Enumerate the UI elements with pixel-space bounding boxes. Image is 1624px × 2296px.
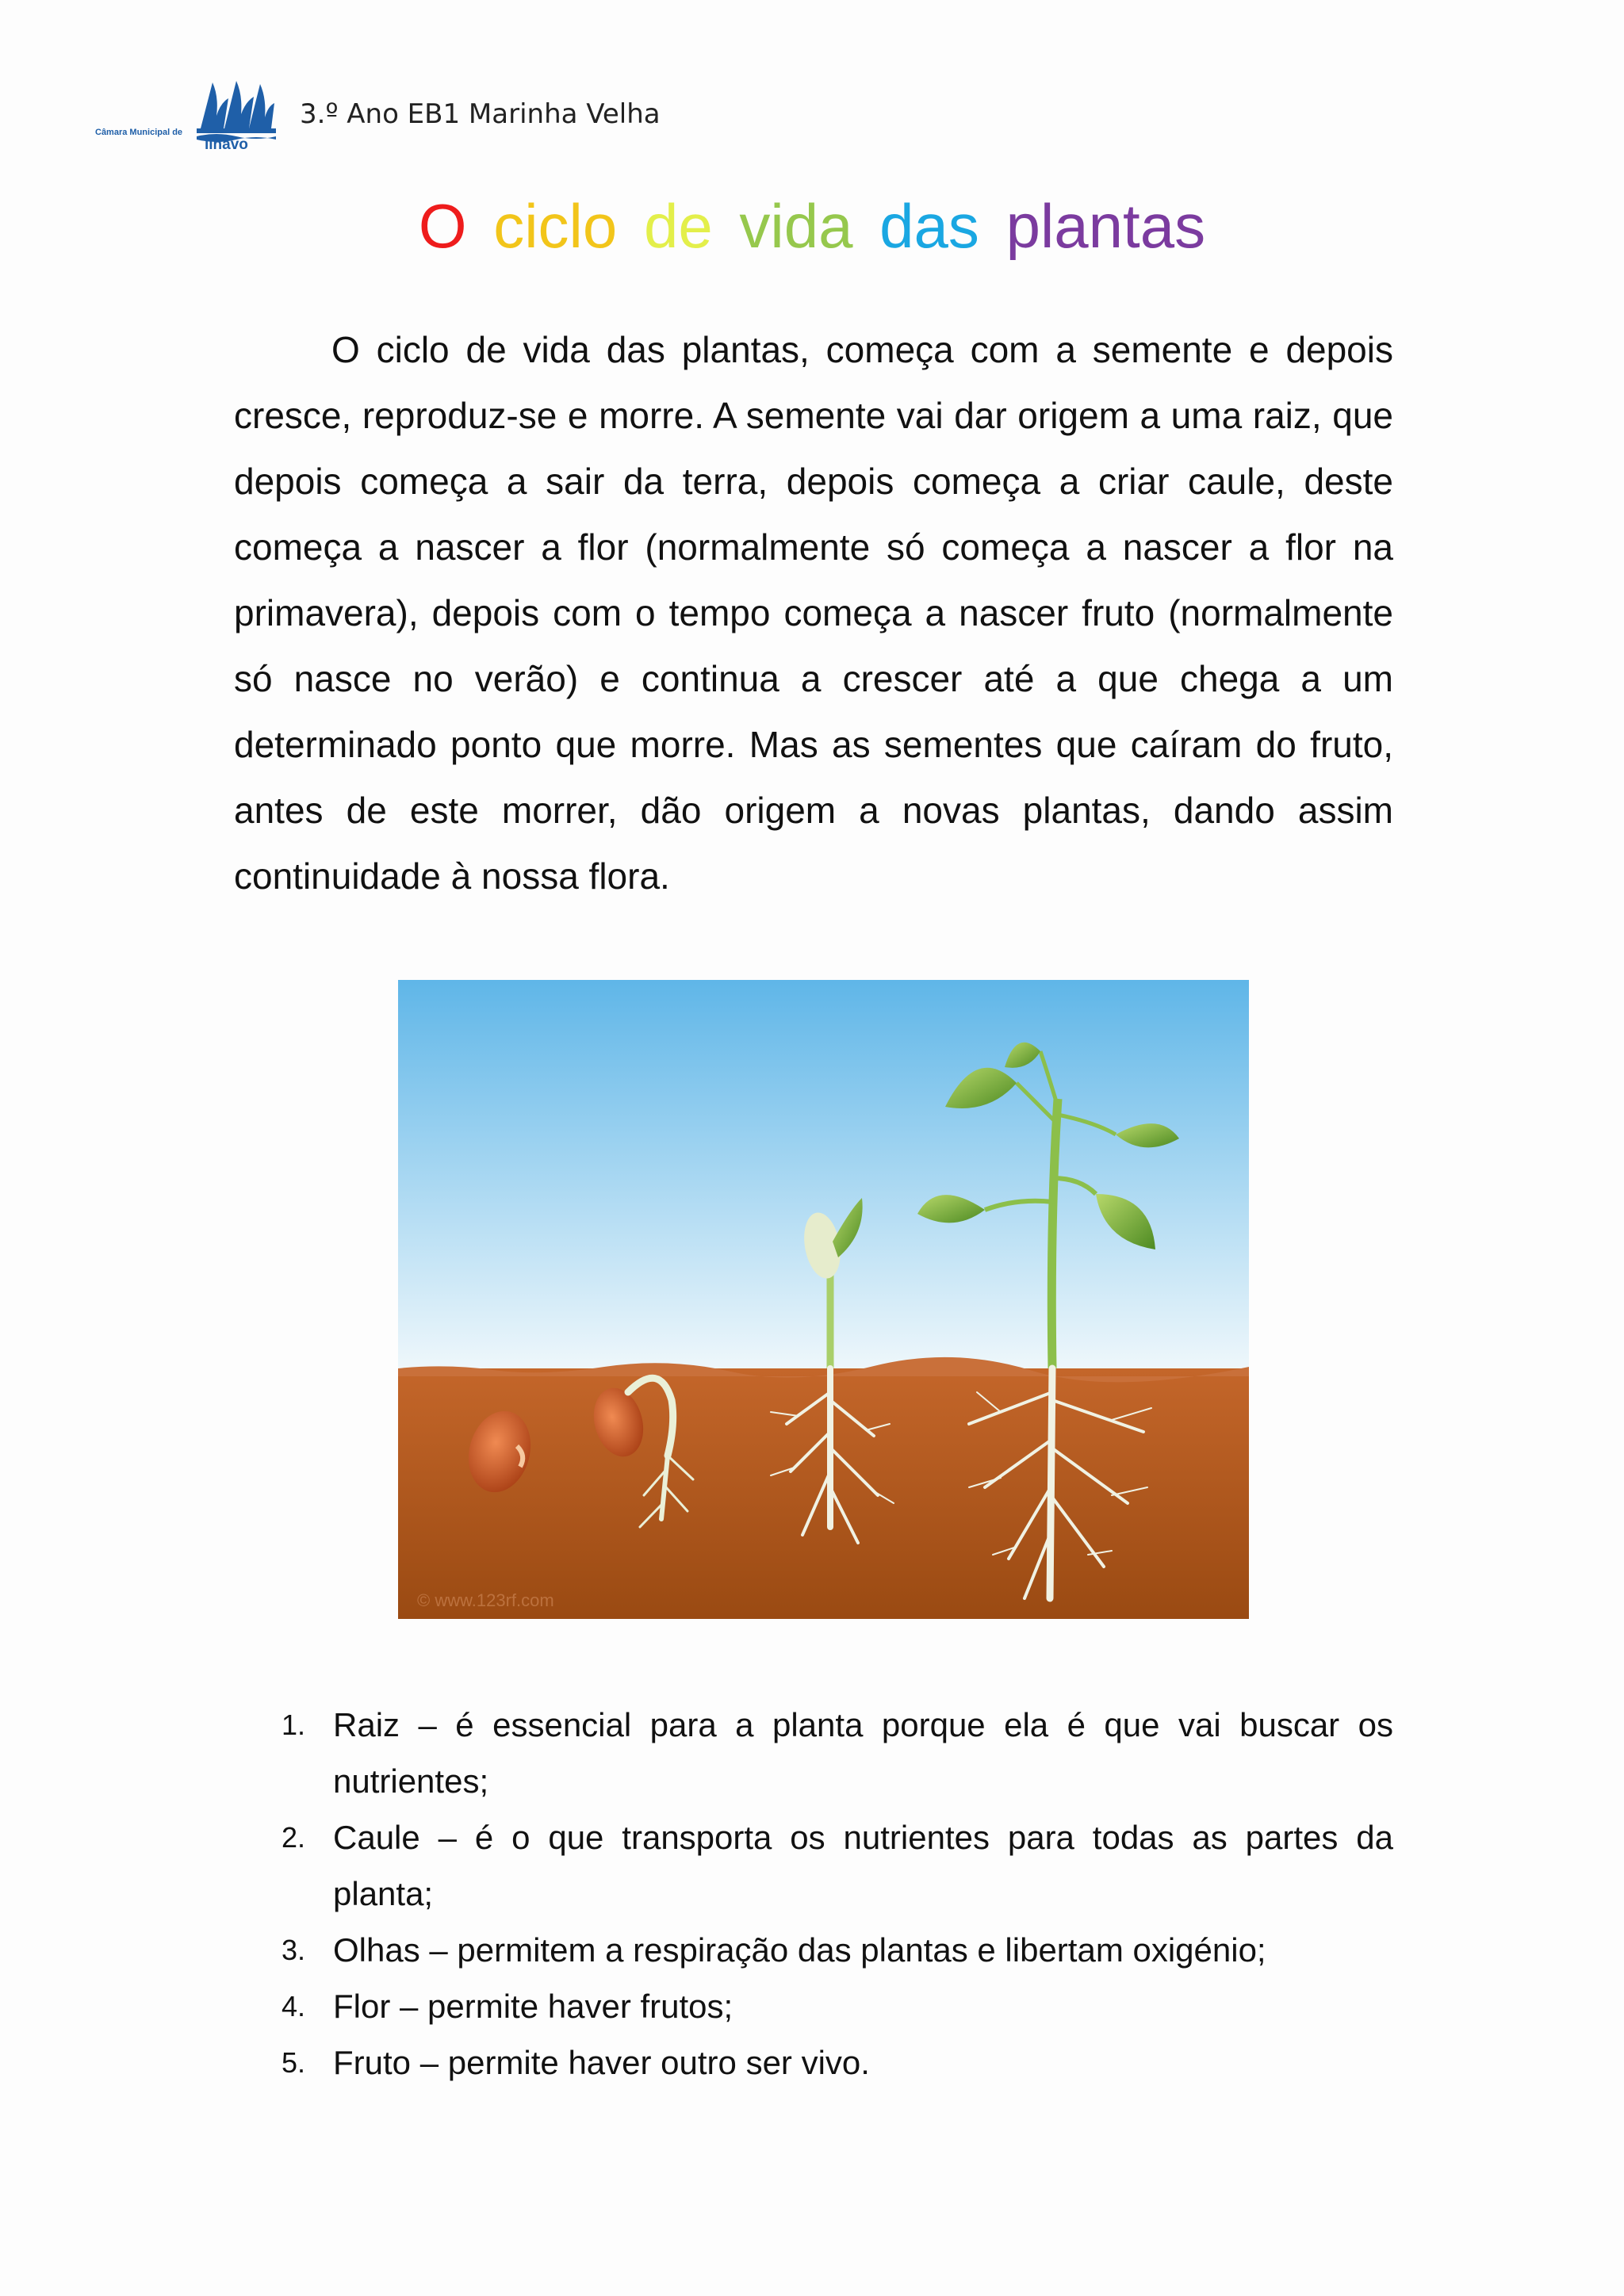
plant-growth-illustration [398, 980, 1249, 1619]
title-word-1: O [418, 191, 467, 261]
list-item-number: 3. [282, 1934, 306, 1966]
list-item-number: 2. [282, 1821, 306, 1854]
list-item-text: Raiz – é essencial para a planta porque ela é que vai buscar os nutrientes; [333, 1706, 1393, 1800]
list-item-number: 5. [282, 2046, 306, 2079]
list-item-number: 1. [282, 1709, 306, 1741]
title-word-6: plantas [1005, 191, 1206, 261]
school-name: 3.º Ano EB1 Marinha Velha [300, 98, 661, 130]
list-item-text: Olhas – permitem a respiração das plantas e libertam oxigénio; [333, 1931, 1266, 1969]
list-item-text: Flor – permite haver frutos; [333, 1988, 733, 2025]
logo-text-line2-visible: ílhavo [205, 136, 248, 151]
municipality-logo [94, 71, 276, 151]
list-item-text: Fruto – permite haver outro ser vivo. [333, 2044, 870, 2081]
sky [398, 980, 1249, 1368]
plant-parts-list [282, 1697, 1393, 2091]
list-item [282, 1922, 1393, 1978]
list-item-number: 4. [282, 1990, 306, 2022]
image-watermark: © www.123rf.com [417, 1590, 554, 1610]
body-paragraph: O ciclo de vida das plantas, começa com a semente e depois cresce, reproduz-se e morre. A semente vai dar origem a uma raiz, que depois começa a sair da terra, depois começa a criar caule, deste começa a nascer a flor (normalmente só começa a nascer a flor na primavera), depois com o tempo começa a nascer fruto (normalmente só nasce no verão) e continua a crescer até a que chega a um determinado ponto que morre. Mas as sementes que caíram do fruto, antes de este morrer, dão origem a novas plantas, dando assim continuidade à nossa flora. [234, 329, 1393, 897]
list-item [282, 1697, 1393, 1809]
list-item [282, 1978, 1393, 2034]
logo-text-line1: Câmara Municipal de [95, 128, 183, 137]
list-item-text: Caule – é o que transporta os nutrientes para todas as partes da planta; [333, 1819, 1393, 1912]
list-item [282, 2034, 1393, 2091]
title-word-2: ciclo [493, 191, 618, 261]
title-word-4: vida [739, 191, 853, 261]
title-word-5: das [879, 191, 979, 261]
title-word-3: de [643, 191, 713, 261]
list-item [282, 1809, 1393, 1922]
page-title [0, 190, 1624, 262]
